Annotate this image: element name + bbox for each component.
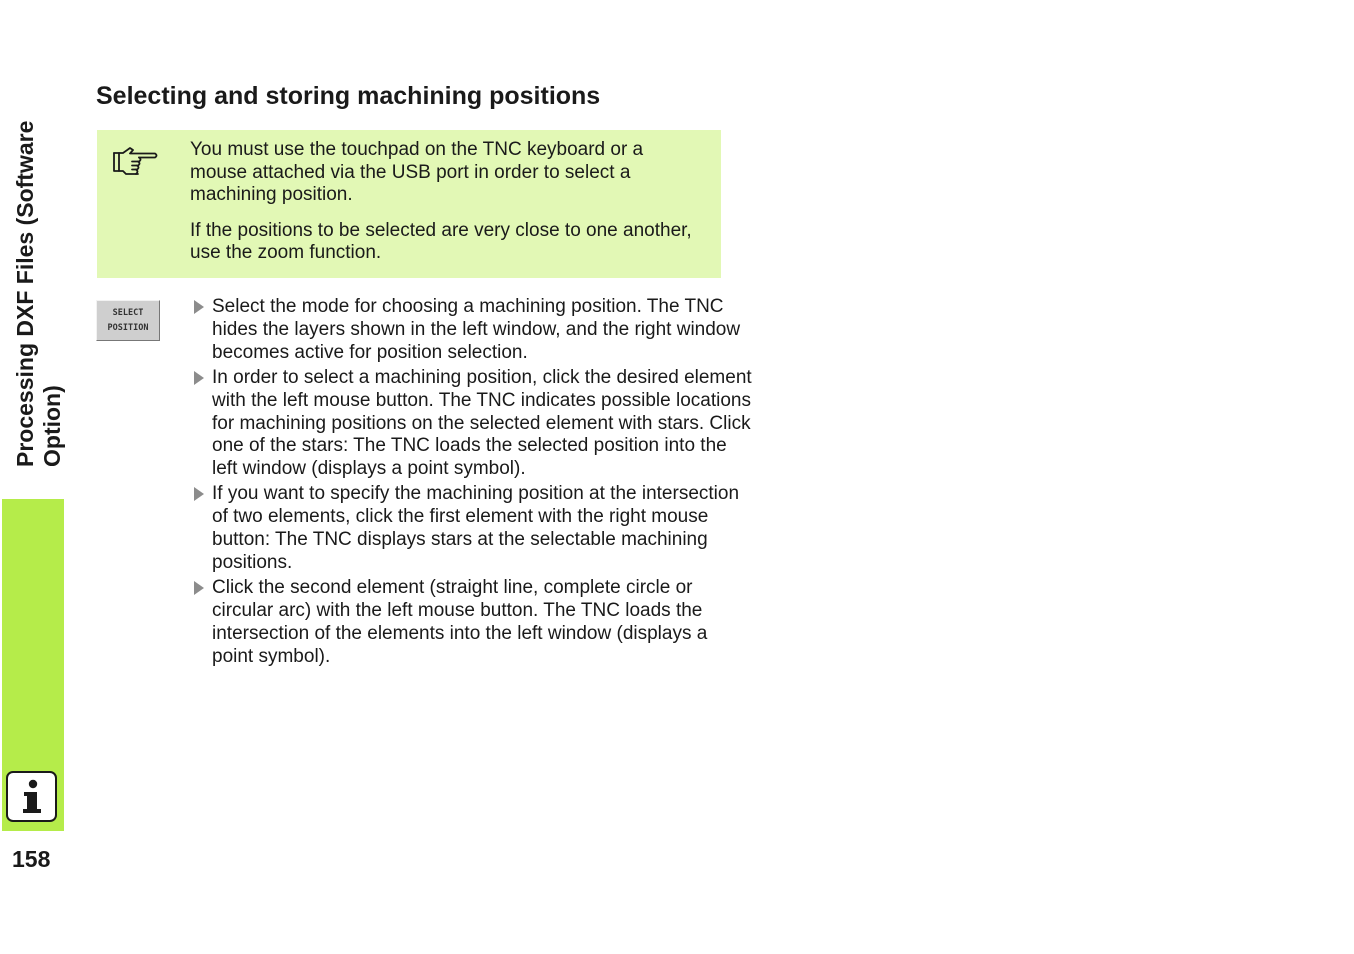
page-number: 158: [12, 846, 51, 872]
info-icon: [6, 771, 57, 822]
step-item: [192, 367, 752, 482]
step-text: In order to select a machining position, click the desired element with the left mouse button. The TNC indicates possible locations for machining positions on the selected element with stars. Click one of the stars: The TNC loads the selected position into the left window (displays a point symbol).: [212, 366, 752, 480]
note-text: [190, 139, 700, 278]
step-text: If you want to specify the machining position at the intersection of two elements, click the first element with the right mouse button: The TNC displays stars at the selectable machining positions.: [212, 483, 740, 573]
note-paragraph: You must use the touchpad on the TNC keyboard or a mouse attached via the USB port in order to select a machining position.: [190, 139, 644, 205]
arrow-bullet-icon: [194, 371, 204, 385]
step-list: [192, 296, 752, 671]
pointing-hand-icon: [111, 144, 159, 176]
note-paragraph: If the positions to be selected are very close to one another, use the zoom function.: [190, 219, 692, 263]
section-title: Selecting and storing machining positions: [96, 82, 601, 110]
softkey-label-line2: POSITION: [107, 323, 149, 333]
step-item: [192, 483, 752, 575]
step-item: [192, 577, 752, 669]
softkey-label-line1: SELECT: [112, 308, 144, 318]
arrow-bullet-icon: [194, 300, 204, 314]
step-text: Click the second element (straight line, complete circle or circular arc) with the left mouse button. The TNC loads the intersection of the elements into the left window (displays a point symbol).: [212, 576, 708, 667]
step-text: Select the mode for choosing a machining position. The TNC hides the layers shown in the left window, and the right window becomes active for position selection.: [212, 296, 741, 363]
chapter-side-label: Processing DXF Files (Software Option): [12, 120, 65, 467]
arrow-bullet-icon: [194, 581, 204, 595]
note-box: [97, 130, 721, 278]
arrow-bullet-icon: [194, 487, 204, 501]
step-item: [192, 296, 752, 365]
select-position-softkey[interactable]: [96, 300, 160, 341]
